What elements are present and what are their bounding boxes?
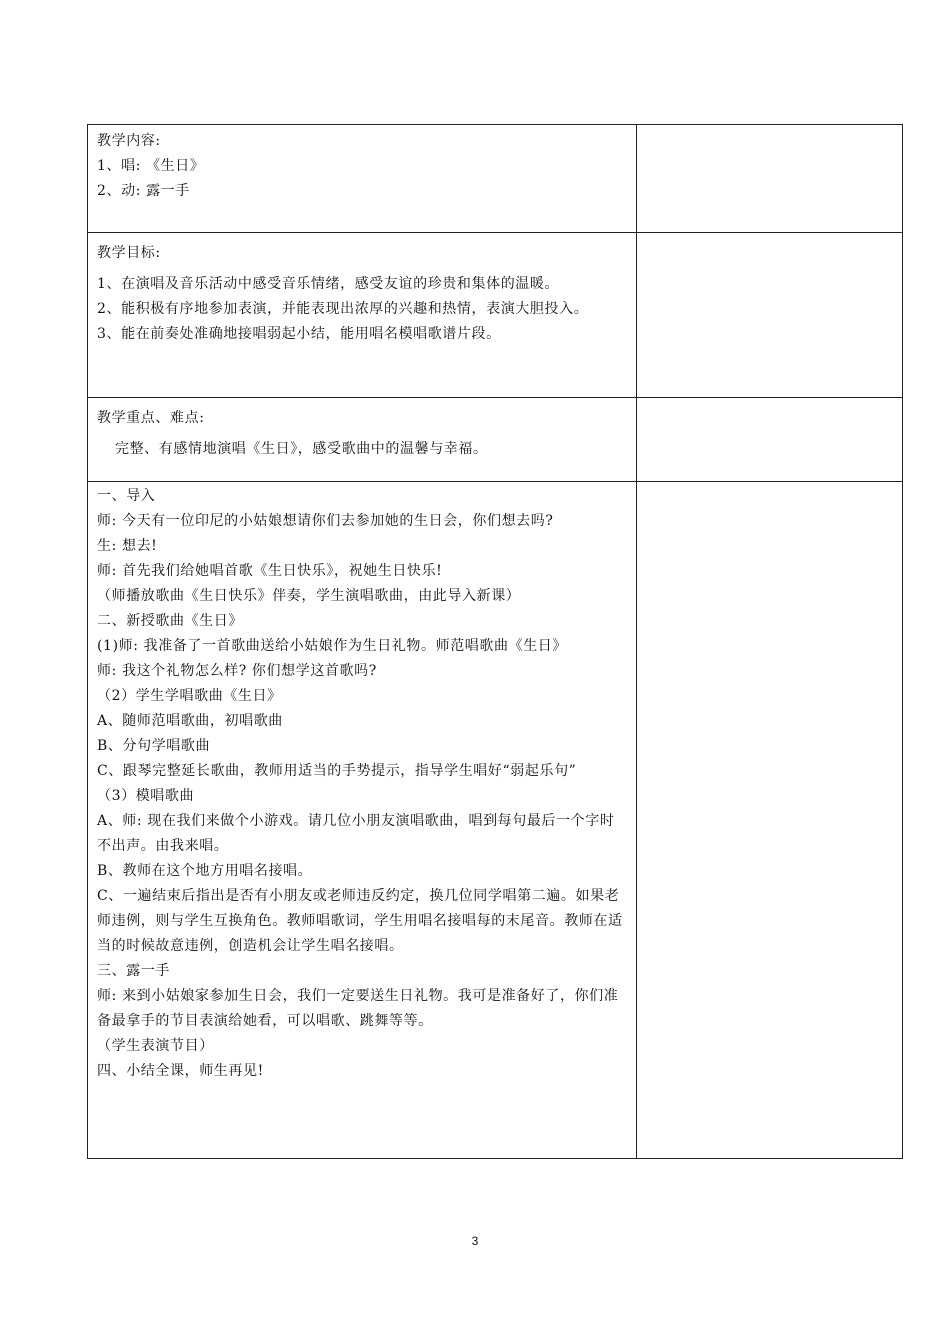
content-cell [88,125,637,233]
process-line: A、随师范唱歌曲，初唱歌曲 [97,713,283,729]
process-row [88,482,903,1159]
note-cell [637,125,903,233]
process-line: B、教师在这个地方用唱名接唱。 [97,863,313,879]
process-line: （学生表演节目） [97,1038,214,1054]
keypoints-cell [88,398,637,482]
keypoints-heading: 教学重点、难点: [97,410,205,426]
process-line: (1)师: 我准备了一首歌曲送给小姑娘作为生日礼物。师范唱歌曲《生日》 [97,638,567,654]
goals-heading: 教学目标: [97,245,161,261]
process-cell [88,482,637,1159]
goals-row [88,233,903,398]
note-cell [637,233,903,398]
keypoints-text: 完整、有感情地演唱《生日》，感受歌曲中的温馨与幸福。 [115,441,488,457]
keypoints-row [88,398,903,482]
goal-item: 2、能积极有序地参加表演，并能表现出浓厚的兴趣和热情，表演大胆投入。 [97,301,589,317]
process-line: 师: 首先我们给她唱首歌《生日快乐》，祝她生日快乐! [97,563,443,579]
process-line: C、一遍结束后指出是否有小朋友或老师违反约定，换几位同学唱第二遍。如果老师违例，则与学生互换角色。教师唱歌词，学生用唱名接唱每的末尾音。教师在适当的时候故意违例，创造机会让学生唱名接唱。 [97,888,623,954]
content-item: 1、唱: 《生日》 [97,158,205,174]
process-line: 师: 来到小姑娘家参加生日会，我们一定要送生日礼物。我可是准备好了，你们准备最拿手的节目表演给她看，可以唱歌、跳舞等等。 [97,988,619,1029]
process-line: （3）模唱歌曲 [97,788,195,804]
goal-item: 3、能在前奏处准确地接唱弱起小结，能用唱名模唱歌谱片段。 [97,326,501,342]
content-item: 2、动: 露一手 [97,183,190,199]
process-line: B、分句学唱歌曲 [97,738,211,754]
page-number: 3 [471,1234,479,1248]
process-line: 一、导入 [97,488,156,504]
goal-item: 1、在演唱及音乐活动中感受音乐情绪，感受友谊的珍贵和集体的温暖。 [97,276,560,292]
process-line: 三、露一手 [97,963,170,979]
content-heading: 教学内容: [97,133,161,149]
process-line: C、跟琴完整延长歌曲，教师用适当的手势提示，指导学生唱好“弱起乐句” [97,763,577,779]
process-line: （2）学生学唱歌曲《生日》 [97,688,282,704]
process-line: （师播放歌曲《生日快乐》伴奏，学生演唱歌曲，由此导入新课） [97,588,521,604]
process-line: 师: 我这个礼物怎么样? 你们想学这首歌吗? [97,663,377,679]
lesson-plan-table [87,124,903,1159]
note-cell [637,482,903,1159]
goals-cell [88,233,637,398]
content-row [88,125,903,233]
process-line: 生: 想去! [97,538,158,554]
note-cell [637,398,903,482]
process-line: 二、新授歌曲《生日》 [97,613,243,629]
process-line: A、师: 现在我们来做个小游戏。请几位小朋友演唱歌曲，唱到每句最后一个字时不出声。由我来唱。 [97,813,615,854]
process-line: 四、小结全课，师生再见! [97,1063,264,1079]
process-line: 师: 今天有一位印尼的小姑娘想请你们去参加她的生日会，你们想去吗? [97,513,554,529]
